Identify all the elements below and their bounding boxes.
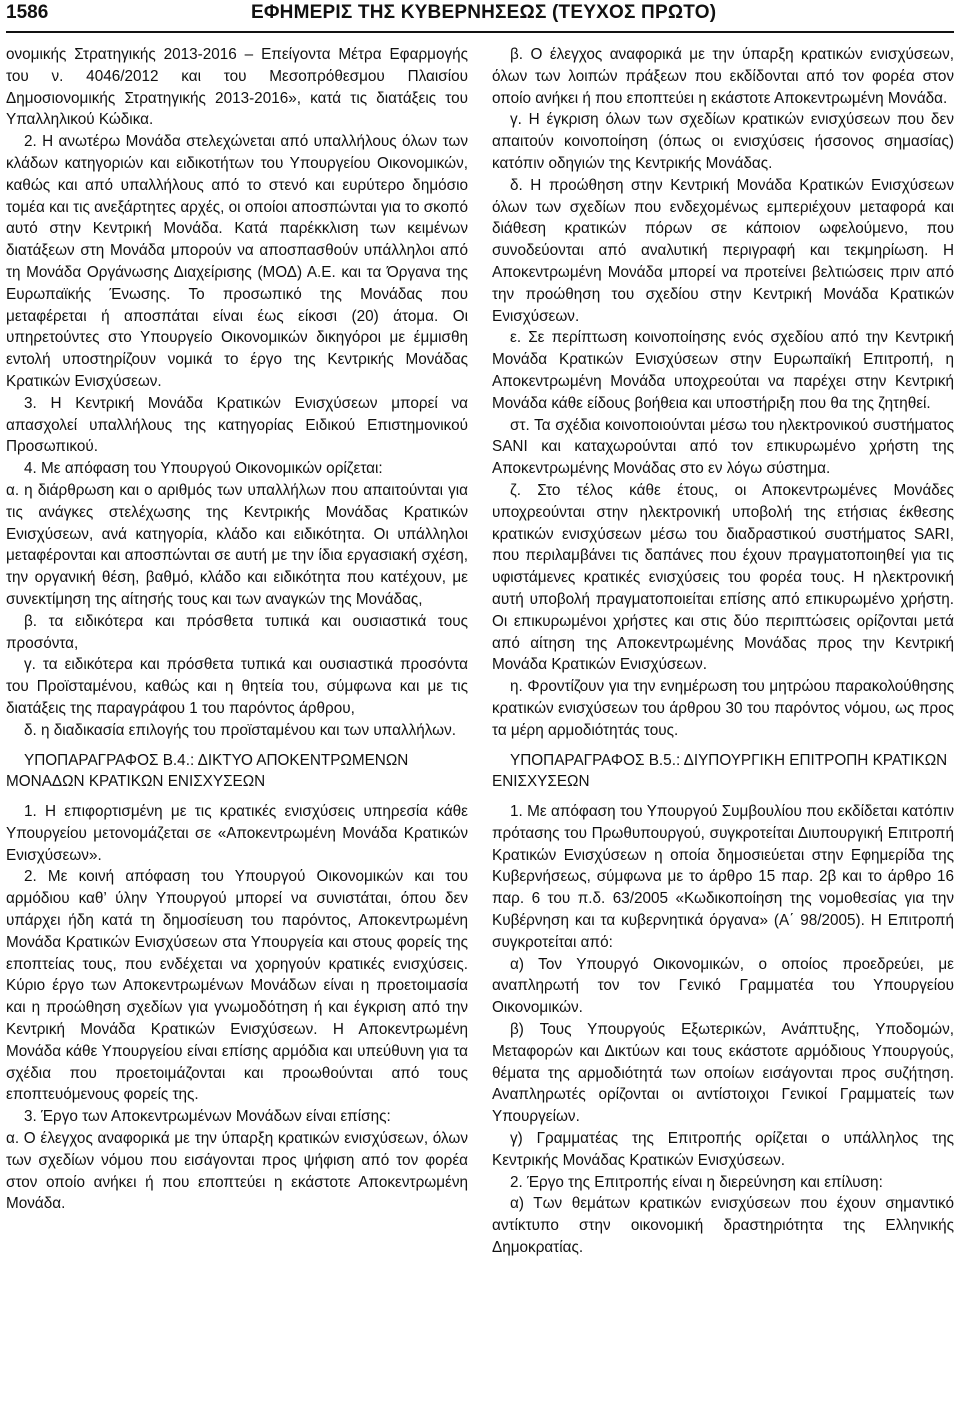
- left-paragraph: 2. Η ανωτέρω Μονάδα στελεχώνεται από υπαλλήλους όλων των κλάδων κατηγοριών και ειδικοτήτων του Υπουργείου Οικονομικών, καθώς και από υπαλλήλους από το στενό και ευρύτερο δημόσιο τομέα και τις ανεξάρτητες αρχές, οι οποίοι αποσπώνται για το σκοπό αυτό στην Κεντρική Μονάδα. Κατά παρέκκλιση των κειμένων διατάξεων στη Μονάδα μπορούν να αποσπασθούν υπάλληλοι από τη Μονάδα Οργάνωσης Διαχείρισης (ΜΟΔ) Α.Ε. και τα Όργανα της Ευρωπαϊκής Ένωσης. Το προσωπικό της Μονάδας που μεταφέρεται ή αποσπάται είναι έως είκοσι (20) άτομα. Οι υπηρετούντες στο Υπουργείο Οικονομικών δικηγόροι με έμμισθη εντολή υποστηρίζουν νομικά το έργο της Κεντρικής Μονάδας Κρατικών Ενισχύσεων.: [6, 133, 468, 390]
- right-paragraph: δ. Η προώθηση στην Κεντρική Μονάδα Κρατικών Ενισχύσεων όλων των σχεδίων που ενδεχομένως εμπεριέχουν μεταφορά και διάθεση κρατικών πόρων σε κάποιον ωφελούμενο, που συνοδεύονται από αναλυτική περιγραφή και τεκμηρίωση. Η Αποκεντρωμένη Μονάδα μπορεί να προτείνει βελτιώσεις πριν από την προώθηση του σχεδίου στην Κεντρική Μονάδα Κρατικών Ενισχύσεων.: [492, 176, 954, 325]
- left-paragraph: α. Ο έλεγχος αναφορικά με την ύπαρξη κρατικών ενισχύσεων, όλων των σχεδίων νόμου που εισάγονται προς ψήφιση από τον φορέα στον οποίο ανήκει ή που εποπτεύει η εκάστοτε Αποκεντρωμένη Μονάδα.: [6, 1130, 468, 1213]
- right-paragraph: στ. Τα σχέδια κοινοποιούνται μέσω του ηλεκτρονικού συστήματος SANI και καταχωρούνται από τον επικυρωμένο χρήστη της Αποκεντρωμένης Μονάδας στο εν λόγω σύστημα.: [492, 416, 954, 478]
- right-paragraph: β. Ο έλεγχος αναφορικά με την ύπαρξη κρατικών ενισχύσεων, όλων των λοιπών πράξεων που εκδίδονται από τον φορέα στον οποίο ανήκει ή που εποπτεύει η εκάστοτε Αποκεντρωμένη Μονάδα.: [492, 46, 954, 107]
- right-paragraph: 2. Έργο της Επιτροπής είναι η διερεύνηση και επίλυση:: [510, 1173, 883, 1191]
- right-paragraph: γ) Γραμματέας της Επιτροπής ορίζεται ο υπάλληλος της Κεντρικής Μονάδας Κρατικών Ενισχύσεων.: [492, 1130, 954, 1169]
- right-paragraph: α) Των θεμάτων κρατικών ενισχύσεων που έχουν σημαντικό αντίκτυπο στην οικονομική δραστηριότητα της Ελληνικής Δημοκρατίας.: [492, 1195, 954, 1257]
- right-paragraph: γ. Η έγκριση όλων των σχεδίων κρατικών ενισχύσεων που δεν απαιτούν κοινοποίηση (όπως οι ενισχύσεις ήσσονος σημασίας) κατόπιν οδηγιών της Κεντρικής Μονάδας.: [492, 111, 954, 172]
- right-paragraph: η. Φροντίζουν για την ενημέρωση του μητρώου παρακολούθησης κρατικών ενισχύσεων του άρθρου 30 του παρόντος νόμου, ως προς τα μέρη αρμοδιότητάς τους.: [492, 678, 954, 739]
- right-paragraph: ε. Σε περίπτωση κοινοποίησης ενός σχεδίου από την Κεντρική Μονάδα Κρατικών Ενισχύσεων στην Ευρωπαϊκή Επιτροπή, η Αποκεντρωμένη Μονάδα υποχρεούται να παρέχει στην Κεντρική Μονάδα κάθε είδους βοήθεια και υποστήριξη που θα της ζητηθεί.: [492, 329, 954, 412]
- left-paragraph: δ. η διαδικασία επιλογής του προϊσταμένου και των υπαλλήλων.: [24, 721, 457, 739]
- left-heading: ΥΠΟΠΑΡΑΓΡΑΦΟΣ Β.4.: ΔΙΚΤΥΟ ΑΠΟΚΕΝΤΡΩΜΕΝΩΝ ΜΟΝΑΔΩΝ ΚΡΑΤΙΚΩΝ ΕΝΙΣΧΥΣΕΩΝ: [6, 751, 409, 791]
- left-paragraph: ονομικής Στρατηγικής 2013-2016 – Επείγοντα Μέτρα Εφαρμογής του ν. 4046/2012 και του Μεσοπρόθεσμου Πλαισίου Δημοσιονομικής Στρατηγικής 2013-2016», κατά τις διατάξεις του Υπαλληλικού Κώδικα.: [6, 46, 468, 129]
- gazette-title: ΕΦΗΜΕΡΙΣ ΤΗΣ ΚΥΒΕΡΝΗΣΕΩΣ (ΤΕΥΧΟΣ ΠΡΩΤΟ): [251, 2, 717, 23]
- right-paragraph: α) Τον Υπουργό Οικονομικών, ο οποίος προεδρεύει, με αναπληρωτή τον τον Γενικό Γραμματέα του Υπουργείου Οικονομικών.: [492, 955, 954, 1017]
- left-paragraph: β. τα ειδικότερα και πρόσθετα τυπικά και ουσιαστικά τους προσόντα,: [6, 612, 468, 652]
- left-column: [6, 44, 468, 1215]
- page-header: [6, 0, 954, 30]
- left-paragraph: 2. Με κοινή απόφαση του Υπουργού Οικονομικών και του αρμόδιου καθ’ ύλην Υπουργού μπορεί να συνιστάται, όπου δεν υπάρχει ήδη κατά τη δημοσίευση του παρόντος, Αποκεντρωμένη Μονάδα Κρατικών Ενισχύσεων στα Υπουργεία και στους φορείς της εποπτείας τους, που ενδέχεται να χορηγούν κρατικές ενισχύσεις. Κύριο έργο των Αποκεντρωμένων Μονάδων είναι η προετοιμασία και η προώθηση σχεδίων για γνωμοδότηση ή και έγκριση από την Κεντρική Μονάδα Κρατικών Ενισχύσεων. Η Αποκεντρωμένη Μονάδα κάθε Υπουργείου είναι επίσης αρμόδια και υπεύθυνη για τα σχέδια που προετοιμάζονται και προωθούνται από τους εποπτευόμενους φορείς της.: [6, 868, 468, 1104]
- right-paragraph: 1. Με απόφαση του Υπουργού Συμβουλίου που εκδίδεται κατόπιν πρότασης του Πρωθυπουργού, συγκροτείται Διυπουργική Επιτροπή Κρατικών Ενισχύσεων η οποία δημοσιεύεται στην Εφημερίδα της Κυβερνήσεως, σύμφωνα με το άρθρο 15 παρ. 2β και το άρθρο 16 παρ. 6 του π.δ. 63/2005 «Κωδικοποίηση της νομοθεσίας για την Κυβέρνηση και τα κυβερνητικά όργανα» (Α΄ 98/2005). Η Επιτροπή συγκροτείται από:: [492, 803, 954, 951]
- left-paragraph: γ. τα ειδικότερα και πρόσθετα τυπικά και ουσιαστικά προσόντα του Προϊσταμένου, καθώς και η θητεία του, σύμφωνα και με τις διατάξεις της παραγράφου 1 του παρόντος άρθρου,: [6, 656, 468, 717]
- right-paragraph: ζ. Στο τέλος κάθε έτους, οι Αποκεντρωμένες Μονάδες υποχρεούνται στην ηλεκτρονική υποβολή της ετήσιας έκθεσης κρατικών ενισχύσεων μέσω του διαδραστικού συστήματος SARI, που περιλαμβάνει τις δαπάνες που έχουν πραγματοποιηθεί για τις υφιστάμενες κρατικές ενισχύσεις του φορέα τους. Η ηλεκτρονική αυτή υποβολή πραγματοποιείται επίσης από επικυρωμένο χρήστη. Οι επικυρωμένοι χρήστες και στις δύο περιπτώσεις ορίζονται μετά από αίτηση της Αποκεντρωμένης Μονάδας προς την Κεντρική Μονάδα Κρατικών Ενισχύσεων.: [492, 481, 954, 674]
- right-heading: ΥΠΟΠΑΡΑΓΡΑΦΟΣ Β.5.: ΔΙΥΠΟΥΡΓΙΚΗ ΕΠΙΤΡΟΠΗ ΚΡΑΤΙΚΩΝ ΕΝΙΣΧΥΣΕΩΝ: [492, 751, 948, 791]
- page-number: 1586: [6, 2, 49, 23]
- right-column: [492, 44, 954, 1259]
- right-paragraph: β) Τους Υπουργούς Εξωτερικών, Ανάπτυξης, Υποδομών, Μεταφορών και Δικτύων και τους εκάστοτε αρμόδιους Υπουργούς, θέματα της αρμοδιότητά των οποίων εισάγονται προς συζήτηση. Αναπληρωτές ορίζονται οι αντίστοιχοι Γενικοί Γραμματείς των Υπουργείων.: [492, 1021, 954, 1126]
- left-paragraph: 1. Η επιφορτισμένη με τις κρατικές ενισχύσεις υπηρεσία κάθε Υπουργείου μετονομάζεται σε «Αποκεντρωμένη Μονάδα Κρατικών Ενισχύσεων».: [6, 803, 468, 864]
- header-rule: [6, 31, 954, 33]
- left-paragraph: 3. Η Κεντρική Μονάδα Κρατικών Ενισχύσεων μπορεί να απασχολεί υπαλλήλους της κατηγορίας Ειδικού Επιστημονικού Προσωπικού.: [6, 394, 468, 456]
- left-paragraph: 3. Έργο των Αποκεντρωμένων Μονάδων είναι επίσης:: [24, 1108, 391, 1126]
- left-paragraph: 4. Με απόφαση του Υπουργού Οικονομικών ορίζεται:: [24, 460, 383, 478]
- left-paragraph: α. η διάρθρωση και ο αριθμός των υπαλλήλων που απαιτούνται για τις ανάγκες στελέχωσης της Κεντρικής Μονάδας Κρατικών Ενισχύσεων, ανά κατηγορία, κλάδο και ειδικότητα. Οι υπάλληλοι μεταφέρονται και αποσπώνται σε αυτή με την ίδια εργασιακή σχέση, την οργανική θέση, βαθμό, κλάδο και ειδικότητα που κατέχουν, με συνεκτίμηση της αίτησής τους και των αναγκών της Μονάδας,: [6, 481, 468, 608]
